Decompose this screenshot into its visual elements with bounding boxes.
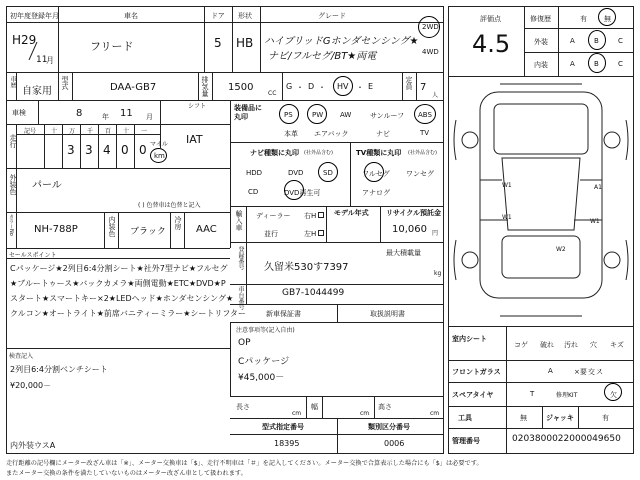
diagram-label-w2: W2 — [556, 246, 566, 253]
equip-abs: ABS — [418, 111, 432, 119]
navi-dvd-play: DVD再生可 — [284, 189, 321, 197]
fuel-g: G — [286, 82, 293, 91]
mileage-digit-4: 0 — [121, 143, 129, 157]
class-label: 類別区分番号 — [368, 423, 410, 431]
type-spec-value: 18395 — [274, 439, 300, 448]
car-name: フリード — [90, 40, 134, 53]
handle-left: 左H — [304, 230, 317, 238]
model-label: 型式 — [61, 76, 69, 90]
detail-line-1: 2列目6:4分割ベンチシート — [10, 365, 108, 374]
displacement-unit: CC — [268, 90, 277, 97]
navi-dvd: DVD — [288, 169, 304, 177]
seat-hole: 穴 — [590, 341, 597, 349]
fuel-sep-1: ・ — [296, 83, 304, 92]
handle-right: 右H — [304, 212, 317, 220]
glass-ko: 交 — [588, 368, 595, 376]
exterior-b-circle — [588, 30, 606, 50]
interior-a: A — [570, 60, 575, 68]
drive-2wd: 2WD — [422, 23, 439, 31]
first-reg-month-unit: 月 — [46, 56, 54, 65]
inspection-year: 8 — [76, 108, 83, 119]
shift-label: シフト — [188, 103, 207, 110]
navi-hdd: HDD — [246, 169, 263, 177]
mgmt-label: 管理番号 — [452, 437, 480, 445]
height-unit: cm — [430, 410, 440, 417]
color-no-value: NH-788P — [34, 224, 78, 235]
model-year-label: モデル年式 — [334, 209, 369, 217]
detail-label: 検査記入 — [9, 353, 34, 360]
car-history-label: 車歴 — [9, 76, 16, 88]
capacity-value: 7 — [420, 82, 427, 93]
displacement-label: 排気量 — [201, 76, 209, 97]
car-name-label: 車名 — [124, 12, 138, 20]
diagram-label-a1: A1 — [594, 184, 602, 191]
diagram-label-w1-left2: W1 — [502, 214, 512, 221]
navi-cd: CD — [248, 188, 259, 196]
interior-seat-label: 室内シート — [452, 335, 487, 343]
mileage-digit-5: 0 — [139, 143, 147, 157]
spare-kit: 修理KIT — [556, 392, 578, 399]
displacement-value: 1500 — [228, 82, 254, 93]
fuel-sep-2: ・ — [318, 83, 326, 92]
drive-4wd: 4WD — [422, 48, 439, 56]
tv-title: TV種類に丸印 — [356, 149, 402, 157]
mileage-label: 走行 — [9, 134, 17, 148]
equip-leather: 本革 — [284, 130, 298, 138]
digit-label-1: 十 — [51, 128, 58, 135]
mileage-unit-km: km — [154, 152, 165, 160]
equip-pw-circle — [307, 104, 327, 124]
spare-none: 欠 — [610, 391, 617, 399]
equip-navi: ナビ — [376, 130, 390, 138]
option-line-3: ¥45,000－ — [238, 373, 285, 383]
sales-line-3: スタート★スマートキー×2★LEDヘッド★ホンダセンシング★ — [10, 294, 234, 303]
mgmt-value: 0203800022000049650 — [512, 434, 621, 444]
length-label: 長さ — [236, 403, 250, 411]
type-spec-label: 型式指定番号 — [262, 423, 304, 431]
first-reg-label: 初年度登録年月 — [10, 12, 59, 20]
shape-label: 形状 — [238, 12, 252, 20]
seat-tear: 破れ — [540, 341, 554, 349]
spare-none-circle — [604, 383, 622, 401]
recycle-unit: 円 — [432, 230, 439, 237]
seat-dirt: 汚れ — [564, 341, 578, 349]
digit-label-5: 十 — [123, 128, 130, 135]
load-label: 最大積載量 — [386, 249, 421, 257]
capacity-label: 定員 — [405, 76, 413, 90]
interior-c: C — [618, 60, 623, 68]
interior-b-circle — [588, 53, 606, 73]
shift-value: IAT — [186, 133, 203, 146]
tools-label: 工具 — [458, 414, 472, 422]
glass-need: ×要 — [574, 368, 587, 376]
first-reg-month: 11 — [36, 55, 48, 65]
navi-title: ナビ種類に丸印 — [250, 149, 299, 157]
height-label: 高さ — [378, 403, 392, 411]
import-dealer: ディーラー — [256, 212, 291, 220]
repair-label: 修復歴 — [530, 15, 551, 23]
option-label: 注意事項等(記入自由) — [236, 327, 295, 334]
digit-label-3: 千 — [87, 128, 94, 135]
spare-label: スペアタイヤ — [452, 391, 494, 399]
spare-t: T — [530, 390, 535, 398]
chassis-label: 車台番号 — [237, 286, 244, 310]
exterior-b: B — [594, 37, 599, 45]
color-value: パール — [32, 180, 62, 191]
tv-analog: アナログ — [362, 189, 390, 197]
tv-oneseg: ワンセグ — [406, 170, 434, 178]
interior-color-value: ブラック — [130, 227, 166, 237]
interior-label: 内装 — [534, 61, 548, 69]
interior-b: B — [594, 60, 599, 68]
recycle-value: 10,060 — [392, 224, 427, 235]
jack-value: 有 — [602, 414, 609, 422]
grade-line1: ハイブリッドGホンダセンシング★ — [264, 36, 419, 47]
navi-dvd-play-circle — [284, 180, 304, 200]
recycle-label: リサイクル預託金 — [386, 209, 442, 217]
digit-label-6: 一 — [141, 128, 148, 135]
exterior-c: C — [618, 37, 623, 45]
interior-ws: 内外装ウスA — [10, 441, 56, 450]
equip-aw: AW — [340, 111, 352, 119]
repair-yes: 有 — [580, 15, 587, 23]
doors-label: ドア — [211, 12, 225, 20]
capacity-unit: 人 — [432, 92, 439, 99]
usage-value: 自家用 — [22, 86, 52, 97]
equip-abs-circle — [414, 104, 436, 124]
digit-label-2: 万 — [69, 128, 76, 135]
shape-value: HB — [236, 36, 254, 50]
equip-ps: PS — [284, 111, 293, 119]
load-unit: kg — [434, 270, 442, 277]
diagram-label-w1-right: W1 — [590, 218, 600, 225]
length-unit: cm — [292, 410, 302, 417]
equip-sunroof: サンルーフ — [370, 112, 405, 120]
plate-value: 久留米530す7397 — [264, 262, 349, 273]
mileage-km-circle — [150, 148, 167, 163]
handle-left-check — [318, 230, 324, 236]
repair-no-circle — [598, 8, 616, 26]
option-line-2: Cパッケージ — [238, 357, 290, 367]
mileage-digit-1: 3 — [67, 143, 75, 157]
tv-fullseg-circle — [364, 162, 384, 182]
repair-no: 無 — [604, 15, 611, 23]
new-guarantee: 新車保証書 — [266, 310, 301, 318]
sales-line-2: ★ブルートゥース★バックカメラ★両側電動★ETC★DVD★P — [10, 279, 226, 288]
drive-2wd-circle — [418, 16, 440, 38]
option-line-1: OP — [238, 338, 251, 348]
tools-value: 無 — [520, 414, 527, 422]
seat-scratch: キズ — [610, 341, 624, 349]
inspection-year-unit: 年 — [102, 113, 109, 121]
navi-sd: SD — [323, 169, 333, 177]
fuel-e: E — [368, 82, 374, 91]
glass-a: A — [548, 367, 553, 375]
jack-label: ジャッキ — [546, 414, 574, 422]
tv-fullseg: フルセグ — [362, 170, 390, 178]
tv-subtitle: (社外品含む) — [408, 150, 437, 156]
import-parallel: 並行 — [264, 230, 278, 238]
sales-line-1: Cパッケージ★2列目6:4分割シート★社外7型ナビ★フルセグ — [10, 264, 228, 273]
first-reg-era-year: H29 — [12, 33, 37, 47]
navi-subtitle: (社外品含む) — [304, 150, 333, 156]
sales-line-4: クルコン★オートライト★前席バニティーミラー★シートリフター — [10, 309, 246, 318]
sales-point-label: セールスポイント — [9, 252, 57, 259]
color-note: ( ) 色替車は色替と記入 — [138, 202, 201, 209]
score-value: 4.5 — [472, 30, 511, 58]
mileage-digit-3: 4 — [103, 143, 111, 157]
interior-color-label: 内装色 — [108, 216, 116, 237]
exterior-a: A — [570, 37, 575, 45]
manual: 取扱説明書 — [370, 310, 405, 318]
equip-pw: PW — [312, 111, 324, 119]
equip-ps-circle — [279, 104, 299, 124]
fuel-sep-3: ・ — [356, 83, 364, 92]
width-label: 幅 — [311, 403, 318, 411]
glass-su: ス — [596, 368, 603, 376]
fuel-hv-circle — [333, 76, 353, 96]
exterior-label: 外装 — [534, 38, 548, 46]
car-damage-diagram — [450, 80, 632, 324]
equipment-title: 装備品に丸印 — [234, 104, 262, 121]
import-label: 輸入車 — [235, 210, 243, 231]
mileage-digit-2: 3 — [85, 143, 93, 157]
front-glass-label: フロントガラス — [452, 368, 501, 376]
mileage-note-label: 記号 — [24, 128, 37, 135]
color-label: 外装色 — [9, 174, 17, 195]
ac-label: 冷房 — [174, 216, 182, 230]
digit-label-4: 百 — [105, 128, 112, 135]
handle-right-check — [318, 212, 324, 218]
equip-airbag: エアバック — [314, 130, 349, 138]
diagram-label-w1-left: W1 — [502, 182, 512, 189]
chassis-value: GB7-1044499 — [282, 288, 345, 298]
mileage-unit-mile: マイル — [150, 141, 168, 148]
doors-value: 5 — [214, 36, 222, 50]
class-value: 0006 — [384, 439, 405, 448]
inspection-month: 11 — [120, 108, 133, 119]
inspection-month-unit: 月 — [146, 113, 153, 121]
fuel-d: D — [308, 82, 315, 91]
footer-line-2: またメーター交換の条件を満たしていないものはメーター改ざん車として扱われます。 — [6, 470, 247, 477]
ac-value: AAC — [196, 224, 217, 235]
width-unit: cm — [360, 410, 370, 417]
seat-burn: コゲ — [514, 341, 528, 349]
grade-line2: ナビ/フルセグ/BT★両電 — [268, 51, 377, 62]
score-label: 評価点 — [480, 15, 501, 23]
navi-sd-circle — [318, 162, 338, 182]
equip-tv: TV — [420, 129, 430, 137]
color-no-label: カラーNo — [8, 214, 14, 236]
plate-label: 登録番号 — [237, 246, 244, 270]
detail-line-2: ¥20,000－ — [10, 381, 52, 390]
grade-label: グレード — [318, 12, 346, 20]
footer-line-1: 走行距離の記号欄にメーター改ざん車は「※」、メーター交換車は「$」、走行不明車は「＃」を記入してください。メーター交換で合算表示した場合にも「$」は必要です。 — [6, 460, 483, 467]
inspection-label: 車検 — [12, 109, 26, 117]
model-value: DAA-GB7 — [110, 82, 157, 93]
fuel-hv: HV — [337, 82, 349, 91]
